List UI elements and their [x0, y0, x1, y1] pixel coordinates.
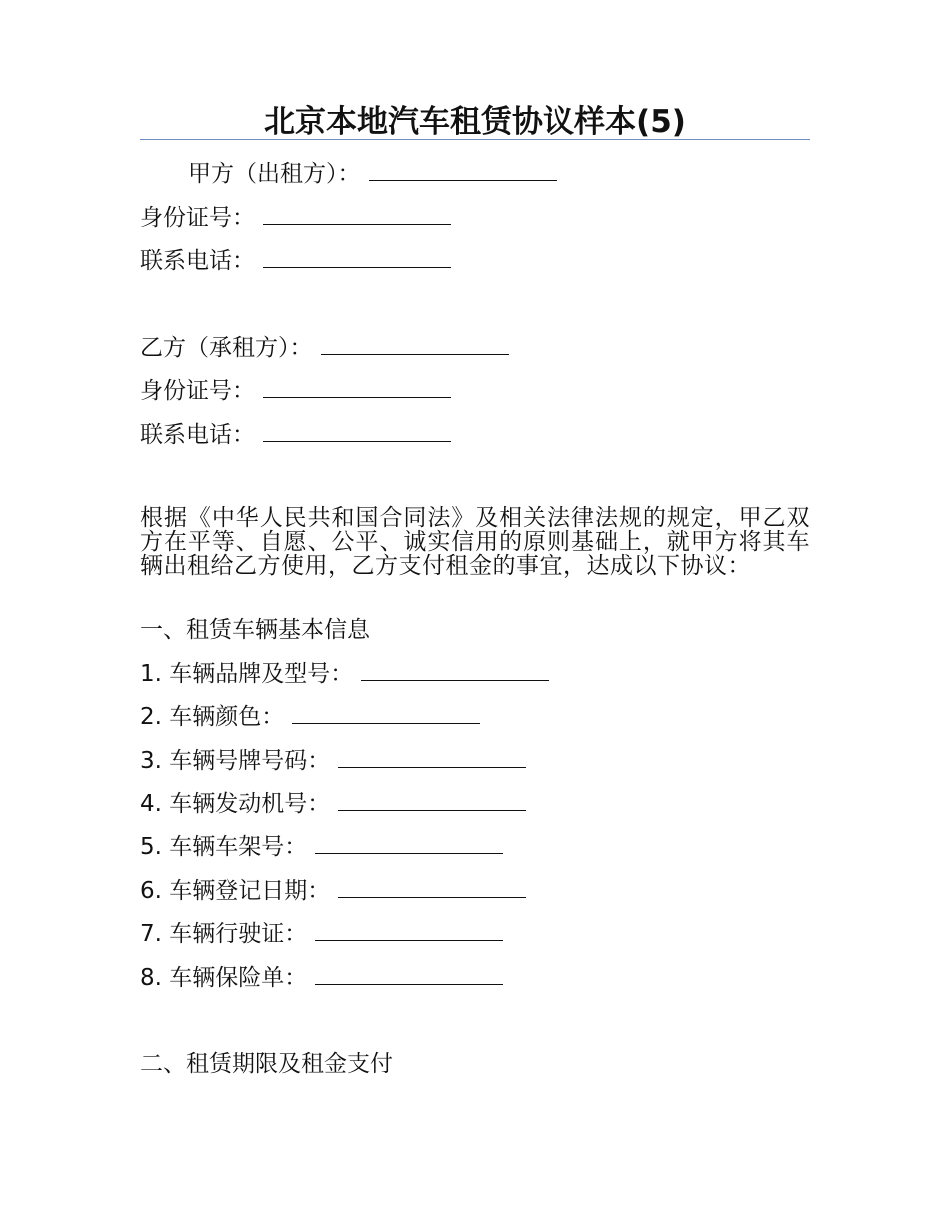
party-b-id-line	[140, 375, 451, 407]
section1-item	[140, 962, 503, 994]
party-b-phone-label: 联系电话：	[140, 422, 255, 448]
section1-item-blank	[361, 660, 549, 681]
party-a-line	[188, 158, 557, 190]
party-b-id-label: 身份证号：	[140, 378, 255, 404]
party-b-label: 乙方（承租方）：	[140, 335, 313, 361]
section2-heading: 二、租赁期限及租金支付	[140, 1051, 393, 1077]
party-a-phone-line	[140, 245, 451, 277]
section1-heading: 一、租赁车辆基本信息	[140, 617, 370, 643]
party-a-id-blank	[263, 204, 451, 225]
intro-paragraph: 根据《中华人民共和国合同法》及相关法律法规的规定，甲乙双方在平等、自愿、公平、诚实信用的原则基础上，就甲方将其车辆出租给乙方使用，乙方支付租金的事宜，达成以下协议：	[140, 505, 810, 579]
party-b-blank	[321, 334, 509, 355]
party-b-phone-blank	[263, 421, 451, 442]
section1-item-blank	[338, 747, 526, 768]
party-b-phone-line	[140, 419, 451, 451]
section1-item-label: 5. 车辆车架号：	[140, 834, 308, 860]
section1-item-label: 7. 车辆行驶证：	[140, 921, 308, 947]
section1-item-label: 2. 车辆颜色：	[140, 704, 285, 730]
section1-item	[140, 918, 503, 950]
section1-item	[140, 875, 526, 907]
section1-item-blank	[315, 833, 503, 854]
section1-item-label: 4. 车辆发动机号：	[140, 791, 331, 817]
section1-item	[140, 745, 526, 777]
section1-item-blank	[338, 790, 526, 811]
section1-item-blank	[292, 703, 480, 724]
title-underline	[140, 139, 810, 140]
section1-item	[140, 658, 549, 690]
party-a-phone-label: 联系电话：	[140, 248, 255, 274]
section1-item-label: 1. 车辆品牌及型号：	[140, 661, 354, 687]
section1-item	[140, 831, 503, 863]
section1-item-label: 3. 车辆号牌号码：	[140, 748, 331, 774]
section1-item	[140, 788, 526, 820]
document-title: 北京本地汽车租赁协议样本(5)	[264, 104, 686, 140]
party-a-phone-blank	[263, 247, 451, 268]
section1-item-label: 6. 车辆登记日期：	[140, 878, 331, 904]
section1-item-label: 8. 车辆保险单：	[140, 965, 308, 991]
section1-item-blank	[315, 964, 503, 985]
party-b-id-blank	[263, 377, 451, 398]
party-a-blank	[369, 160, 557, 181]
section1-item	[140, 701, 480, 733]
party-b-line	[140, 332, 509, 364]
party-a-id-label: 身份证号：	[140, 205, 255, 231]
party-a-id-line	[140, 202, 451, 234]
section1-item-blank	[338, 877, 526, 898]
party-a-label: 甲方（出租方）：	[188, 161, 361, 187]
section1-item-blank	[315, 920, 503, 941]
